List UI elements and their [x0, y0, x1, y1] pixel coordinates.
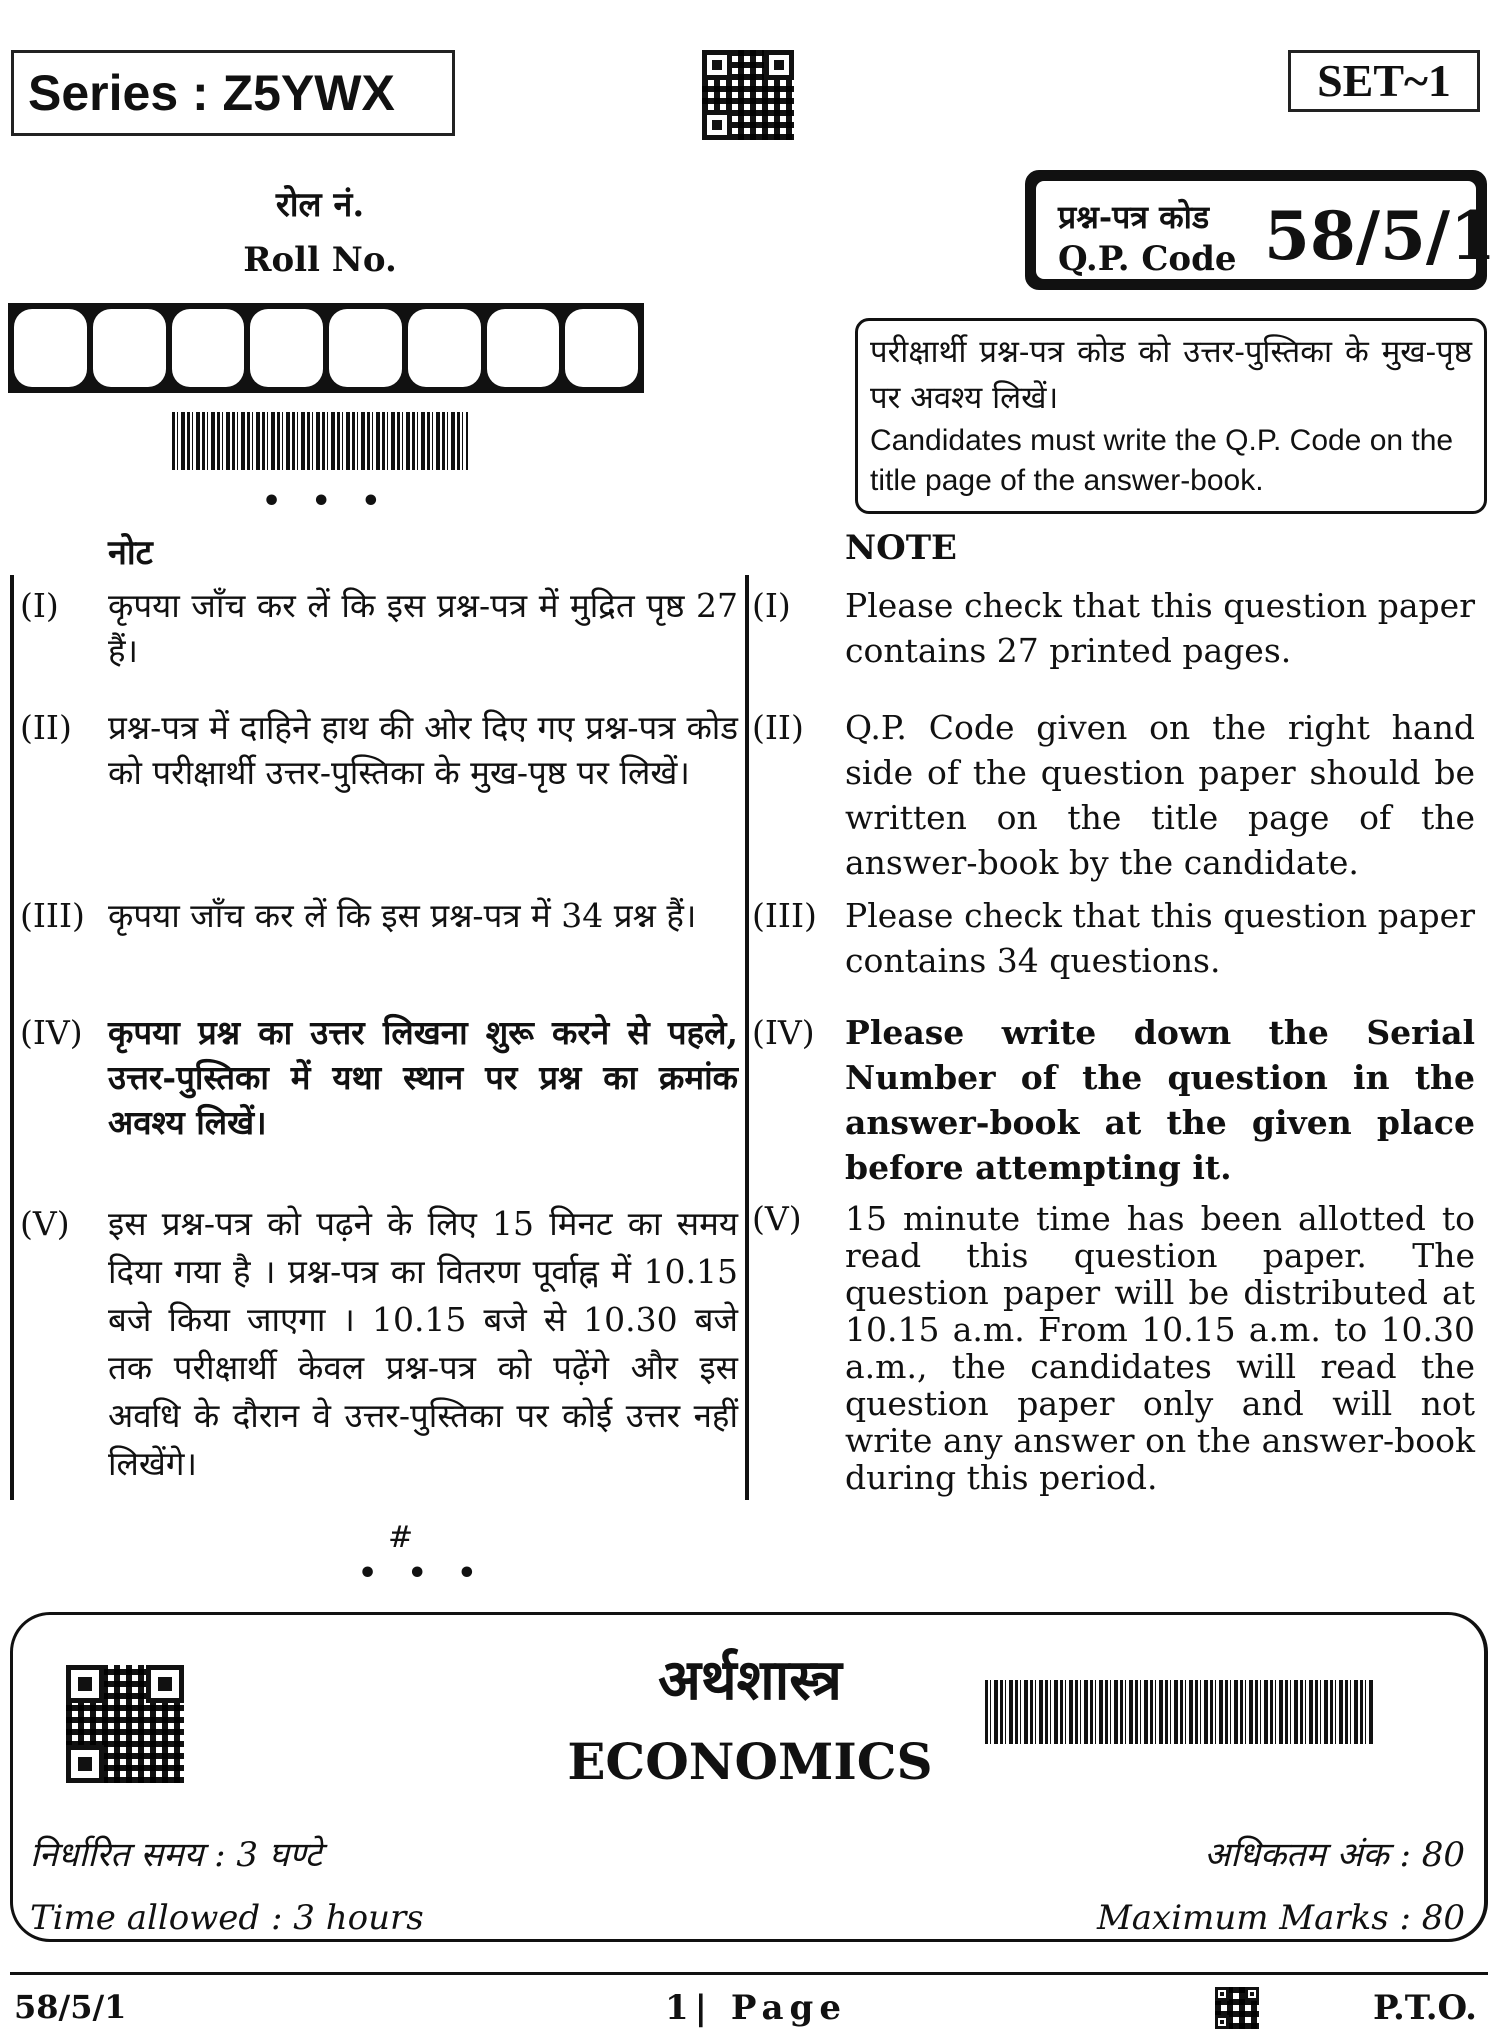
roll-number-label: Roll No.: [243, 240, 397, 280]
candidate-note-hindi: परीक्षार्थी प्रश्न-पत्र कोड को उत्तर-पुस्तिका के मुख-पृष्ठ पर अवश्य लिखें।: [870, 334, 1472, 416]
roll-digit-box[interactable]: [14, 309, 87, 387]
qr-code-subject: [66, 1665, 184, 1783]
qr-code-footer: [1215, 1987, 1259, 2029]
note-item-english: (II) Q.P. Code given on the right hand side of the question paper should be written on the title page of the answer-book by the candidate.: [752, 708, 1475, 882]
please-turn-over: P.T.O.: [1373, 1988, 1477, 2028]
time-allowed: Time allowed : 3 hours: [30, 1898, 424, 1938]
max-marks: Maximum Marks : 80: [1096, 1898, 1465, 1938]
note-heading-english: NOTE: [845, 528, 957, 568]
note-heading-hindi: नोट: [108, 533, 153, 573]
column-divider-left: [10, 575, 14, 1500]
qp-code-value: 58/5/1: [1264, 197, 1496, 275]
barcode-subject: [985, 1680, 1373, 1744]
roll-number-label-hindi: रोल नं.: [275, 185, 365, 225]
qp-code-label-hindi: प्रश्न-पत्र कोड: [1058, 198, 1210, 236]
roll-digit-box[interactable]: [93, 309, 166, 387]
note-item-english: (V) 15 minute time has been allotted to read this question paper. The question paper will be distributed at 10.15 a.m. From 10.15 a.m. to 10.30 a.m., the candidates will read the question paper only and will not write any answer on the answer-book during this period.: [752, 1199, 1475, 1497]
subject-title: ECONOMICS: [567, 1732, 933, 1791]
roll-digit-box[interactable]: [408, 309, 481, 387]
roll-digit-box[interactable]: [487, 309, 560, 387]
note-item-hindi: (V) इस प्रश्न-पत्र को पढ़ने के लिए 15 मिनट का समय दिया गया है । प्रश्न-पत्र का वितरण पूर्वाह्न में 10.15 बजे किया जाएगा । 10.15 बजे से 10.30 बजे तक परीक्षार्थी केवल प्रश्न-पत्र को पढ़ेंगे और इस अवधि के दौरान वे उत्तर-पुस्तिका पर कोई उत्तर नहीं लिखेंगे।: [20, 1204, 738, 1483]
note-item-hindi: (II) प्रश्न-पत्र में दाहिने हाथ की ओर दिए गए प्रश्न-पत्र कोड को परीक्षार्थी उत्तर-पुस्तिका के मुख-पृष्ठ पर लिखें।: [20, 708, 738, 792]
qr-code-top: [702, 50, 794, 140]
candidate-instruction-box: [855, 318, 1487, 514]
subject-title-hindi: अर्थशास्त्र: [658, 1647, 842, 1713]
roll-digit-box[interactable]: [329, 309, 402, 387]
roll-digit-box[interactable]: [172, 309, 245, 387]
note-item-hindi: (III) कृपया जाँच कर लें कि इस प्रश्न-पत्र में 34 प्रश्न हैं।: [20, 896, 697, 935]
candidate-note-english: Candidates must write the Q.P. Code on the title page of the answer-book.: [870, 424, 1454, 497]
note-item-hindi: (I) कृपया जाँच कर लें कि इस प्रश्न-पत्र में मुद्रित पृष्ठ 27 हैं।: [20, 586, 738, 670]
separator-dots: • • •: [358, 1556, 487, 1591]
hash-mark: #: [388, 1520, 414, 1555]
separator-dots: • • •: [262, 484, 391, 519]
roll-number-boxes[interactable]: [8, 303, 644, 393]
qp-code-box: [1025, 170, 1496, 290]
barcode-top: [172, 412, 468, 470]
column-divider-middle: [745, 575, 749, 1500]
roll-digit-box[interactable]: [565, 309, 638, 387]
note-item-english: (IV) Please write down the Serial Number of the question in the answer-book at the given place before attempting it.: [752, 1013, 1475, 1187]
note-item-hindi: (IV) कृपया प्रश्न का उत्तर लिखना शुरू करने से पहले, उत्तर-पुस्तिका में यथा स्थान पर प्रश्न का क्रमांक अवश्य लिखें।: [20, 1013, 738, 1142]
series-label: Series : Z5YWX: [11, 50, 455, 136]
note-item-english: (I) Please check that this question paper contains 27 printed pages.: [752, 586, 1475, 670]
max-marks-hindi: अधिकतम अंक : 80: [1204, 1835, 1465, 1875]
time-allowed-hindi: निर्धारित समय : 3 घण्टे: [30, 1835, 322, 1875]
note-item-english: (III) Please check that this question paper contains 34 questions.: [752, 896, 1475, 980]
footer-rule: [10, 1972, 1488, 1975]
page-number: 1| Page: [665, 1988, 847, 2028]
set-label: SET~1: [1288, 50, 1480, 112]
footer-qp-code: 58/5/1: [14, 1988, 127, 2026]
qp-code-label: Q.P. Code: [1058, 239, 1237, 279]
roll-digit-box[interactable]: [250, 309, 323, 387]
